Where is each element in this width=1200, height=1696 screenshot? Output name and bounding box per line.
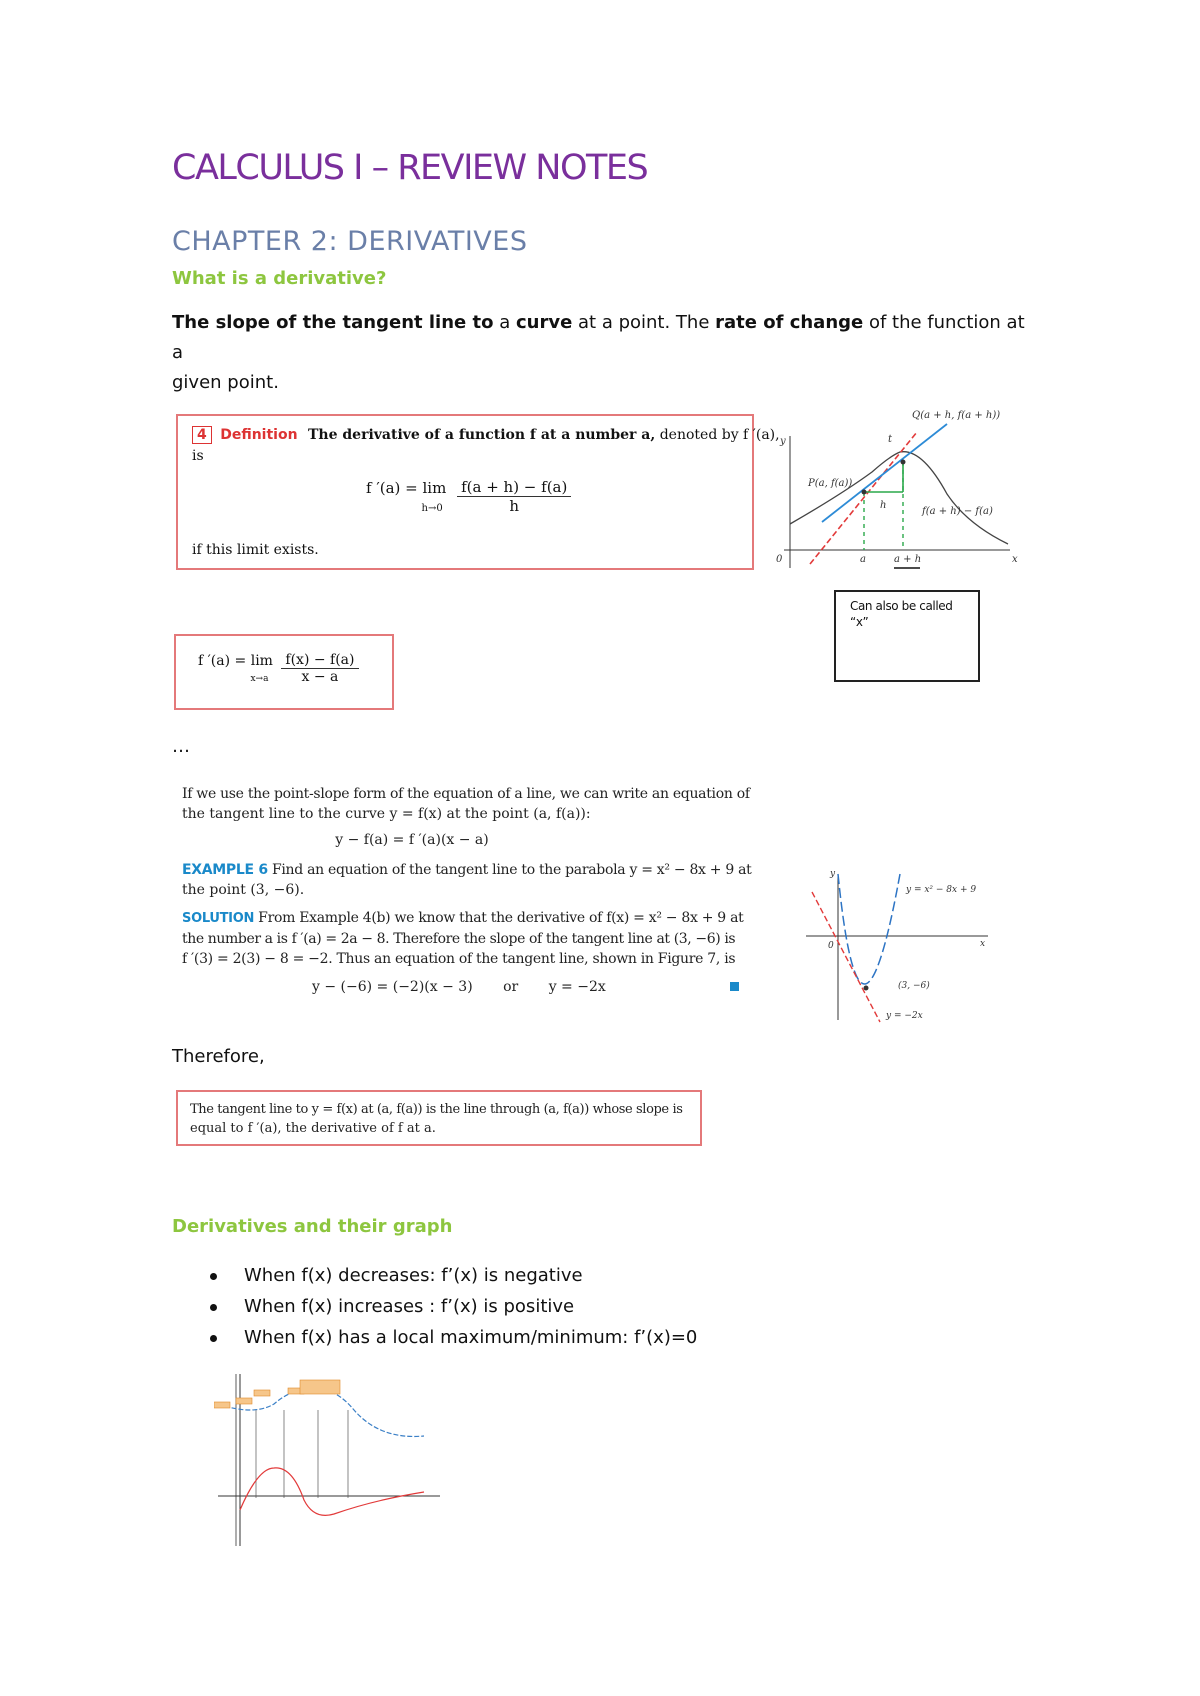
tangent-label: y = −2x (886, 1011, 923, 1021)
example-line-1 (182, 860, 762, 880)
section-heading-derivative: What is a derivative? (172, 268, 387, 289)
h-label: h (880, 500, 887, 511)
definition-box (176, 414, 780, 570)
definition-formula (366, 478, 571, 515)
ah-tick-label: a + h (894, 554, 922, 565)
annotation-tag (300, 1380, 340, 1394)
point-slope-equation: y − f(a) = f ′(a)(x − a) (335, 832, 489, 848)
solution-line-2: the number a is f ′(a) = 2a − 8. Therefore the slope of the tangent line at (3, −6) is (182, 931, 736, 947)
document-title: CALCULUS I – REVIEW NOTES (172, 148, 648, 188)
text-run-3: of the function at a (172, 312, 1025, 363)
alt-formula-sub: x→a (250, 673, 269, 684)
tangent-secant-figure (772, 404, 1022, 576)
example-text-1: Find an equation of the tangent line to the parabola y = x² − 8x + 9 at (267, 862, 752, 878)
bullet-icon (210, 1335, 217, 1342)
point-q (901, 460, 906, 465)
tangent-definition-box (176, 1090, 702, 1146)
list-item (172, 1260, 972, 1291)
list-item (172, 1322, 972, 1353)
solution-equation (182, 977, 762, 997)
point-3-neg6 (864, 986, 869, 991)
alt-formula-numerator: f(x) − f(a) (281, 652, 358, 669)
derivative-explanation (172, 308, 1032, 398)
definition-label: Definition (220, 427, 298, 443)
a-tick-label: a (860, 554, 866, 565)
tangent-box-line-1: The tangent line to y = f(x) at (a, f(a)) is the line through (a, f(a)) whose slope is (190, 1102, 683, 1117)
solution-eq-a: y − (−6) = (−2)(x − 3) (312, 979, 473, 995)
parabola-x-label: x (980, 939, 986, 949)
derivative-curve-red (240, 1468, 424, 1515)
definition-footer: if this limit exists. (192, 542, 319, 558)
y-axis-label: y (780, 436, 786, 447)
function-curve-blue (218, 1388, 424, 1437)
definition-text-bold: The derivative of a function f at a number a, (308, 427, 656, 443)
definition-formula-numerator: f(a + h) − f(a) (457, 478, 571, 497)
tangent-line-y-2x (812, 892, 880, 1022)
tangent-line (810, 432, 917, 564)
annotation-tag (254, 1390, 270, 1396)
list-item (172, 1291, 972, 1322)
note-line-2: “x” (850, 615, 869, 629)
alternative-formula-box (174, 634, 394, 710)
note-line-1: Can also be called (850, 599, 953, 613)
definition-number: 4 (192, 426, 212, 444)
note-box (834, 590, 980, 682)
solution-label: SOLUTION (182, 911, 255, 926)
p-label: P(a, f(a)) (808, 478, 853, 489)
solution-line-1 (182, 908, 762, 929)
definition-heading (192, 426, 780, 444)
solution-eq-b: y = −2x (548, 979, 606, 995)
point-label: (3, −6) (898, 981, 930, 991)
intro-line-1: If we use the point-slope form of the equation of a line, we can write an equation of (182, 786, 750, 802)
bullet-text: When f(x) has a local maximum/minimum: f’(x)=0 (244, 1327, 698, 1348)
parabola-y-label: y (830, 869, 836, 879)
tangent-box-line-2: equal to f ′(a), the derivative of f at a. (190, 1121, 436, 1136)
bullet-icon (210, 1304, 217, 1311)
text-bold-3: rate of change (715, 312, 864, 333)
section-heading-graph: Derivatives and their graph (172, 1216, 453, 1237)
chapter-heading: CHAPTER 2: DERIVATIVES (172, 226, 528, 257)
text-bold-1: The slope of the tangent line to (172, 312, 494, 333)
q-label: Q(a + h, f(a + h)) (912, 410, 1001, 421)
bullet-text: When f(x) increases : f’(x) is positive (244, 1296, 575, 1317)
solution-or: or (503, 979, 519, 995)
definition-formula-sub: h→0 (421, 502, 443, 514)
point-p (862, 490, 867, 495)
end-of-solution-marker (730, 982, 739, 991)
solution-text-1: From Example 4(b) we know that the derivative of f(x) = x² − 8x + 9 at (254, 910, 744, 926)
alt-formula-lhs: f ′(a) = lim (198, 652, 273, 669)
function-curve (790, 452, 1008, 544)
alt-formula-denominator: x − a (301, 669, 339, 685)
function-derivative-graph (214, 1370, 444, 1550)
text-run-2: at a point. The (572, 312, 716, 333)
definition-formula-denominator: h (509, 497, 520, 515)
rise-label: f(a + h) − f(a) (922, 506, 993, 517)
alt-formula (198, 652, 359, 685)
solution-line-3: f ′(3) = 2(3) − 8 = −2. Thus an equation of the tangent line, shown in Figure 7, is (182, 951, 736, 967)
definition-is: is (192, 448, 204, 464)
text-bold-2: curve (515, 312, 573, 333)
parabola-origin-label: 0 (828, 941, 834, 951)
example-block (182, 784, 762, 997)
graph-bullet-list (172, 1260, 972, 1353)
annotation-tag (236, 1398, 252, 1404)
bullet-text: When f(x) decreases: f’(x) is negative (244, 1265, 583, 1286)
therefore-text: Therefore, (172, 1046, 265, 1067)
example-label: EXAMPLE 6 (182, 862, 268, 878)
text-run-1: a (493, 312, 516, 333)
text-line-2: given point. (172, 372, 279, 393)
definition-text-rest: denoted by f ′(a), (655, 427, 780, 443)
example-line-2: the point (3, −6). (182, 882, 305, 898)
annotation-tag (214, 1402, 230, 1408)
definition-formula-lhs: f ′(a) = lim (366, 478, 447, 497)
ellipsis: … (172, 736, 190, 757)
origin-label: 0 (776, 554, 783, 565)
t-label: t (888, 434, 893, 445)
bullet-icon (210, 1273, 217, 1280)
x-axis-label: x (1012, 554, 1018, 565)
parabola-figure (802, 864, 992, 1024)
parabola-curve (838, 874, 900, 984)
intro-line-2: the tangent line to the curve y = f(x) at the point (a, f(a)): (182, 806, 591, 822)
parabola-label: y = x² − 8x + 9 (906, 885, 977, 895)
